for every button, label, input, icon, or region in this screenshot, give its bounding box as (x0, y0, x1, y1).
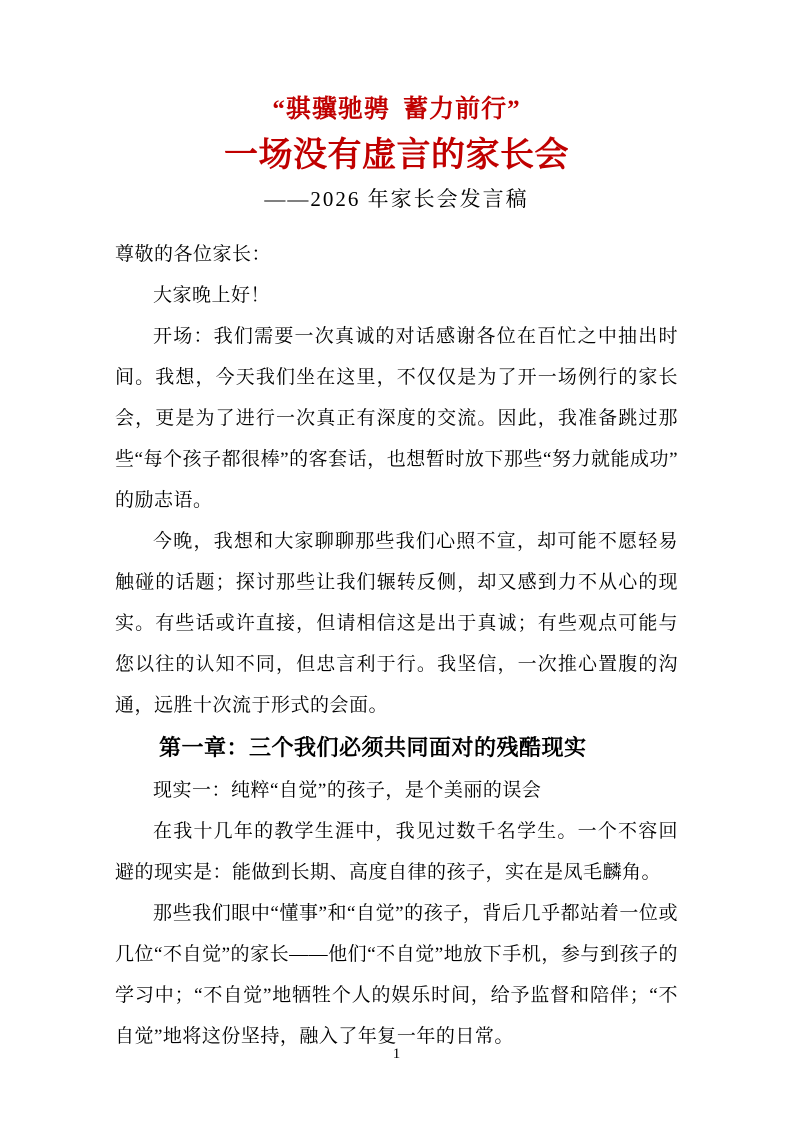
paragraph-tonight: 今晚，我想和大家聊聊那些我们心照不宣，却可能不愿轻易触碰的话题；探讨那些让我们辗转反侧，却又感到力不从心的现实。有些话或许直接，但请相信这是出于真诚；有些观点可能与您以往的认知不同，但忠言利于行。我坚信，一次推心置腹的沟通，远胜十次流于形式的会面。 (115, 531, 678, 716)
page-number: 1 (392, 1046, 401, 1062)
document-subtitle: ——2026 年家长会发言稿 (264, 187, 529, 211)
salutation-line: 尊敬的各位家长： (115, 244, 272, 265)
document-body (115, 234, 678, 1057)
title-motto: “骐骥驰骋 蓄力前行” (272, 96, 521, 123)
page-footer (0, 1044, 793, 1064)
paragraph-unconscious-parents: 那些我们眼中“懂事”和“自觉”的孩子，背后几乎都站着一位或几位“不自觉”的家长——他们“不自觉”地放下手机，参与到孩子的学习中；“不自觉”地牺牲个人的娱乐时间，给予监督和陪伴；“不自觉”地将这份坚持，融入了年复一年的日常。 (115, 903, 678, 1047)
document-title: 一场没有虚言的家长会 (224, 137, 569, 174)
reality-one-subheading: 现实一：纯粹“自觉”的孩子，是个美丽的误会 (153, 780, 542, 801)
page-content (115, 0, 678, 1057)
chapter-one-heading: 第一章：三个我们必须共同面对的残酷现实 (159, 735, 587, 760)
greeting-line: 大家晚上好！ (153, 285, 271, 306)
paragraph-teaching-career: 在我十几年的教学生涯中，我见过数千名学生。一个不容回避的现实是：能做到长期、高度自律的孩子，实在是凤毛麟角。 (115, 821, 678, 883)
paragraph-opening: 开场：我们需要一次真诚的对话感谢各位在百忙之中抽出时间。我想，今天我们坐在这里，不仅仅是为了开一场例行的家长会，更是为了进行一次真正有深度的交流。因此，我准备跳过那些“每个孩子都很棒”的客套话，也想暂时放下那些“努力就能成功”的励志语。 (115, 326, 678, 511)
document-header (115, 94, 678, 214)
